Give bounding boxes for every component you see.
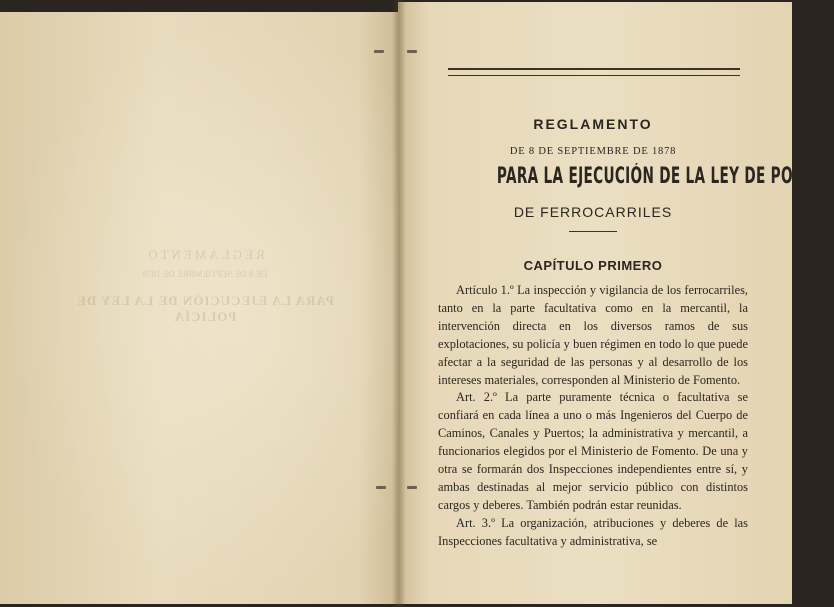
document-title: REGLAMENTO	[533, 116, 653, 132]
title-divider	[569, 231, 617, 232]
article-paragraph: Art. 3.º La organización, atribuciones y deberes de las Inspecciones facultativa y administrativa, se	[438, 515, 748, 548]
bleed-through-text	[55, 247, 355, 337]
binding-stitch	[407, 486, 417, 489]
ghost-line-2: DE 8 DE SEPTIEMBRE DE 1878	[142, 269, 268, 279]
article-paragraph: Artículo 1.º La inspección y vigilancia de los ferrocarriles, tanto en la parte facultativa como en la mercantil, la intervención directa en los diversos ramos de sus explotaciones, su policía y buen régimen en todo lo que puede afectar a la seguridad de las personas y al desarrollo de los intereses materiales, corresponden al Ministerio de Fomento.	[438, 283, 748, 387]
ghost-line-1: REGLAMENTO	[145, 247, 265, 262]
binding-stitch	[407, 50, 417, 53]
spine-shadow	[392, 0, 406, 607]
header-double-rule	[448, 68, 740, 76]
article-paragraph: Art. 2.º La parte puramente técnica o facultativa se confiará en cada línea a uno o más Ingenieros del Cuerpo de Caminos, Canales y Puertos; la administrativa y mercantil, a funcionarios elegidos por el Ministerio de Fomento. De una y otra se formarán dos Inspecciones independientes entre sí, y ambas destinadas al mejor servicio público con distintos cargos y deberes. También podrán estar reunidas.	[438, 390, 748, 512]
binding-stitch	[376, 486, 386, 489]
left-page	[0, 12, 398, 604]
ghost-line-3: PARA LA EJECUCIÓN DE LA LEY DE POLICÍA	[76, 293, 334, 324]
main-title: PARA LA EJECUCIÓN DE LA LEY DE POLICÍA	[496, 164, 834, 189]
subtitle: DE FERROCARRILES	[513, 204, 673, 220]
chapter-heading: CAPÍTULO PRIMERO	[523, 258, 663, 273]
date-line: DE 8 DE SEPTIEMBRE DE 1878	[509, 146, 677, 157]
binding-stitch	[374, 50, 384, 53]
body-text	[438, 282, 748, 551]
